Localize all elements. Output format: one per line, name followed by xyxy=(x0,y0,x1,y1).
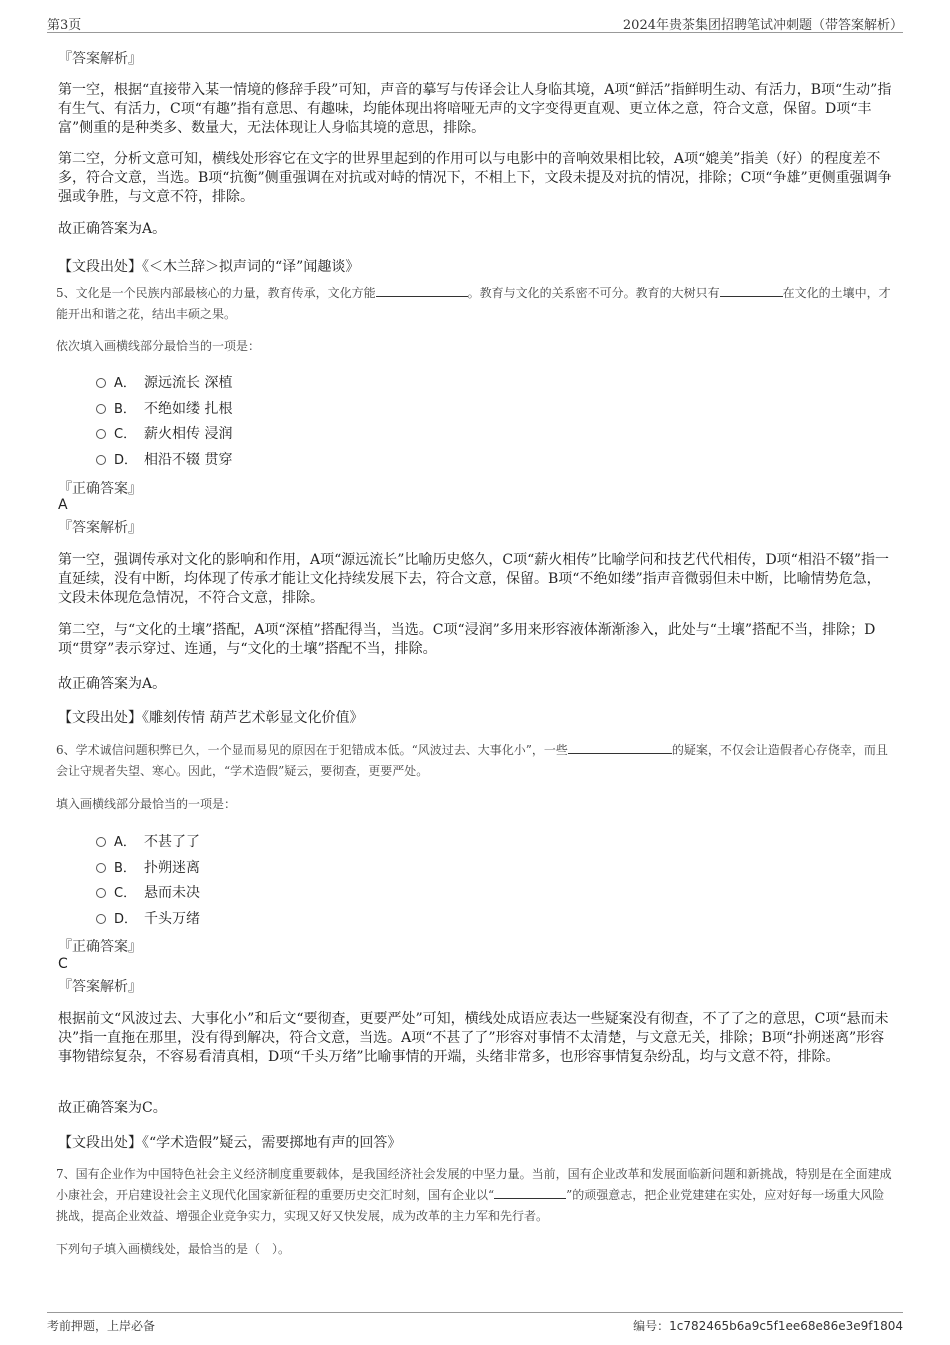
conclusion: 故正确答案为A。 xyxy=(58,221,167,237)
question-5-stem: 5、文化是一个民族内部最核心的力量，教育传承，文化方能 。教育与文化的关系密不可分。教育的大树只有 在文化的土壤中，才能开出和谐之花，结出丰硕之果。 xyxy=(56,286,891,321)
answer-analysis-label: 『答案解析』 xyxy=(58,51,142,67)
radio-icon[interactable] xyxy=(96,863,106,873)
conclusion: 故正确答案为C。 xyxy=(58,1100,167,1116)
analysis-paragraph: 根据前文“风波过去、大事化小”和后文“要彻查，更要严处”可知，横线处成语应表达一些疑案没有彻查，不了了之的意思，C项“悬而未决”指一直拖在那里，没有得到解决，符合文意，当选。A项“不甚了了”形容对事情不太清楚，与文意无关，排除；B项“扑朔迷离”形容事物错综复杂，不容易看清真相，D项“千头万绪”比喻事情的开端，头绪非常多，也形容事情复杂纷乱，均与文意不符，排除。 xyxy=(58,1011,889,1065)
fill-blank xyxy=(376,284,468,297)
option-d[interactable]: D． 相沿不辍 贯穿 xyxy=(96,449,232,469)
option-c[interactable]: C． 悬而未决 xyxy=(96,882,200,902)
source-citation: 【文段出处】《雕刻传情 葫芦艺术彰显文化价值》 xyxy=(58,710,364,726)
question-instruction: 依次填入画横线部分最恰当的一项是： xyxy=(56,339,261,353)
source-citation: 【文段出处】《＜木兰辞＞拟声词的“译”闻趣谈》 xyxy=(58,259,360,275)
option-a[interactable]: A． 不甚了了 xyxy=(96,831,200,851)
correct-answer-label: 『正确答案』 xyxy=(58,481,142,497)
radio-icon[interactable] xyxy=(96,914,106,924)
question-instruction: 填入画横线部分最恰当的一项是： xyxy=(56,797,237,811)
correct-answer: A xyxy=(58,497,68,513)
radio-icon[interactable] xyxy=(96,429,106,439)
option-d[interactable]: D． 千头万绪 xyxy=(96,908,200,928)
question-instruction: 下列句子填入画横线处，最恰当的是（ ）。 xyxy=(56,1242,291,1256)
fill-blank xyxy=(720,284,783,297)
radio-icon[interactable] xyxy=(96,378,106,388)
question-7-stem: 7、国有企业作为中国特色社会主义经济制度重要载体，是我国经济社会发展的中坚力量。当前，国有企业改革和发展面临新问题和新挑战，特别是在全面建成小康社会，开启建设社会主义现代化国家新征程的重要历史交汇时刻，国有企业以“ ”的顽强意志，把企业党建建在实处，应对好每一场重大风险挑战，提高企业效益、增强企业竞争实力，实现又好又快发展，成为改革的主力军和先行者。 xyxy=(56,1167,892,1223)
analysis-paragraph: 第一空，根据“直接带入某一情境的修辞手段”可知，声音的摹写与传译会让人身临其境，A项“鲜活”指鲜明生动、有活力，B项“生动”指有生气、有活力，C项“有趣”指有意思、有趣味，均能体现出将喑哑无声的文字变得更直观、更立体之意，符合文意，保留。D项“丰富”侧重的是种类多、数量大，无法体现让人身临其境的意思，排除。 xyxy=(58,82,892,136)
option-a[interactable]: A． 源远流长 深植 xyxy=(96,372,232,392)
fill-blank xyxy=(568,741,672,754)
footer-slogan: 考前押题，上岸必备 xyxy=(47,1319,156,1333)
radio-icon[interactable] xyxy=(96,404,106,414)
question-6-stem: 6、学术诚信问题积弊已久，一个显而易见的原因在于犯错成本低。“风波过去、大事化小”，一些 的疑案，不仅会让造假者心存侥幸，而且会让守规者失望、寒心。因此，“学术造假”疑云，要彻查，更要严处。 xyxy=(56,743,888,778)
page-number: 第3页 xyxy=(47,18,82,33)
radio-icon[interactable] xyxy=(96,455,106,465)
analysis-paragraph: 第一空，强调传承对文化的影响和作用，A项“源远流长”比喻历史悠久，C项“薪火相传”比喻学问和技艺代代相传，D项“相沿不辍”指一直延续，没有中断，均体现了传承才能让文化持续发展下去，符合文意，保留。B项“不绝如缕”指声音微弱但未中断，比喻情势危急，文段未体现危急情况，不符合文意，排除。 xyxy=(58,552,889,606)
page-footer xyxy=(47,1312,903,1335)
correct-answer-label: 『正确答案』 xyxy=(58,939,142,955)
page-header xyxy=(47,12,903,33)
analysis-paragraph: 第二空，分析文意可知，横线处形容它在文字的世界里起到的作用可以与电影中的音响效果相比较，A项“媲美”指美（好）的程度差不多，符合文意，当选。B项“抗衡”侧重强调在对抗或对峙的情况下，不相上下，文段未提及对抗的情况，排除；C项“争雄”更侧重强调争强或争胜，与文意不符，排除。 xyxy=(58,151,892,205)
analysis-paragraph: 第二空，与“文化的土壤”搭配，A项“深植”搭配得当，当选。C项“浸润”多用来形容液体渐渐渗入，此处与“土壤”搭配不当，排除；D项“贯穿”表示穿过、连通，与“文化的土壤”搭配不当，排除。 xyxy=(58,622,876,657)
document-code: 编号：1c782465b6a9c5f1ee68e86e3e9f1804 xyxy=(633,1319,903,1333)
radio-icon[interactable] xyxy=(96,888,106,898)
fill-blank xyxy=(494,1186,566,1199)
option-c[interactable]: C． 薪火相传 浸润 xyxy=(96,423,232,443)
option-b[interactable]: B． 扑朔迷离 xyxy=(96,857,200,877)
conclusion: 故正确答案为A。 xyxy=(58,676,167,692)
option-b[interactable]: B． 不绝如缕 扎根 xyxy=(96,398,232,418)
answer-analysis-label: 『答案解析』 xyxy=(58,979,142,995)
correct-answer: C xyxy=(58,956,68,972)
answer-analysis-label: 『答案解析』 xyxy=(58,520,142,536)
source-citation: 【文段出处】《“学术造假”疑云，需要掷地有声的回答》 xyxy=(58,1135,402,1151)
document-title: 2024年贵茶集团招聘笔试冲刺题（带答案解析） xyxy=(622,18,903,33)
radio-icon[interactable] xyxy=(96,837,106,847)
